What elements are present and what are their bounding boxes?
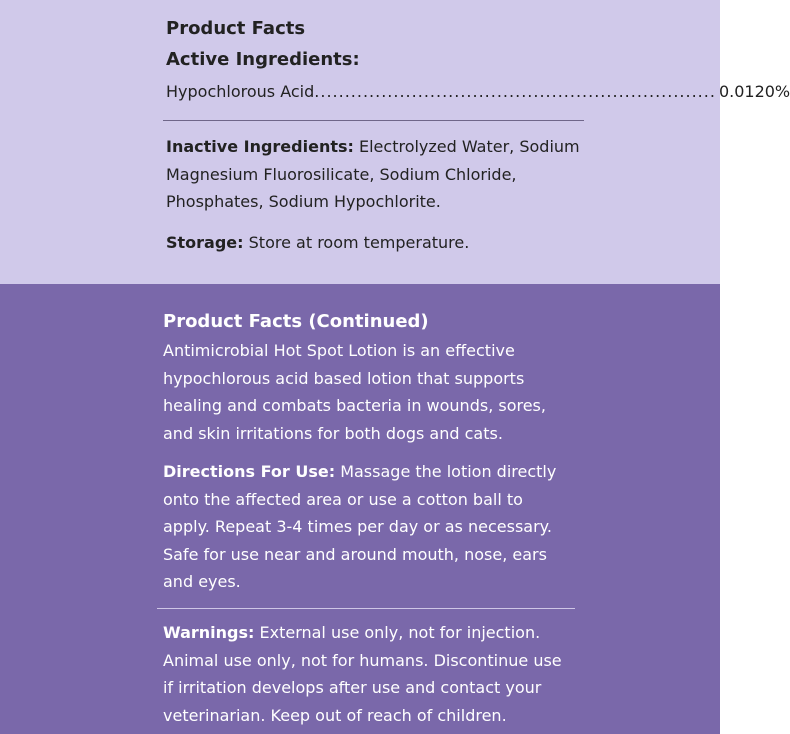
storage-text: Store at room temperature.: [243, 233, 470, 252]
product-facts-continued-title: Product Facts (Continued): [163, 311, 429, 332]
inactive-ingredients-label: Inactive Ingredients:: [166, 137, 354, 156]
section-divider: [157, 608, 575, 609]
directions-text: Massage the lotion directly onto the affected area or use a cotton ball to apply. Repeat 3-4 times per day or as necessary. Safe for use near and around mouth, nose, ears and eyes.: [163, 462, 557, 591]
inactive-ingredients-paragraph: [166, 133, 580, 216]
storage-paragraph: [166, 229, 580, 257]
active-ingredient-row: [166, 80, 790, 104]
storage-label: Storage:: [166, 233, 244, 252]
dot-leader: ..................................................................: [314, 82, 716, 101]
product-description: Antimicrobial Hot Spot Lotion is an effective hypochlorous acid based lotion that supports healing and combats bacteria in wounds, sores, and skin irritations for both dogs and cats.: [163, 341, 546, 443]
active-ingredient-percent: 0.0120%: [718, 82, 790, 101]
product-facts-continued-panel: [0, 284, 720, 734]
warnings-label: Warnings:: [163, 623, 255, 642]
section-divider: [163, 120, 584, 121]
directions-paragraph: [163, 458, 573, 596]
active-ingredients-heading: Active Ingredients:: [166, 49, 360, 70]
warnings-paragraph: [163, 619, 573, 729]
active-ingredient-name: Hypochlorous Acid: [166, 82, 315, 101]
inactive-ingredients-text: Electrolyzed Water, Sodium Magnesium Fluorosilicate, Sodium Chloride, Phosphates, Sodium Hypochlorite.: [166, 137, 580, 211]
product-facts-panel: [0, 0, 790, 284]
warnings-text: External use only, not for injection. Animal use only, not for humans. Discontinue use if irritation develops after use and contact your veterinarian. Keep out of reach of children.: [163, 623, 562, 725]
product-facts-title: Product Facts: [166, 18, 306, 39]
directions-label: Directions For Use:: [163, 462, 336, 481]
